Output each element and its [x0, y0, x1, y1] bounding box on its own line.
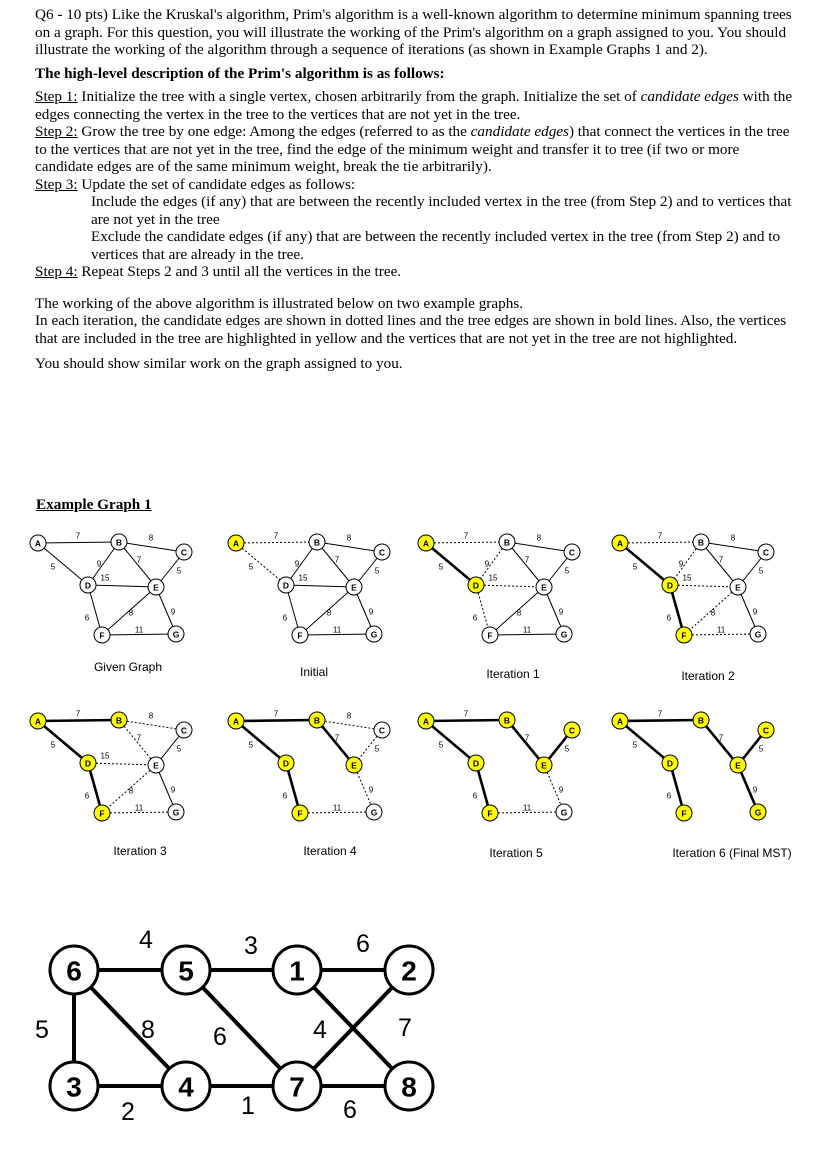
step-2-text-b: ) that connect the vertices in the tree to the vertices that are not yet in the tree, find the edge of the minimum weight and transfer it to tree (if two or more candidate edges are of the same minimum weight, break the tie arbitrarily).: [35, 123, 790, 175]
edge-weight-label: 8: [148, 711, 154, 721]
vertex-label: C: [180, 725, 188, 736]
edge-weight-label: 8: [326, 608, 332, 618]
assigned-edge-weight: 6: [343, 1096, 357, 1124]
step-1-label: Step 1:: [35, 88, 78, 105]
vertex-label: C: [378, 547, 386, 558]
vertex-label: B: [503, 537, 511, 548]
edge-weight-label: 7: [273, 709, 279, 719]
vertex-label: G: [560, 629, 568, 640]
vertex-label: A: [34, 716, 42, 727]
edge-weight-label: 11: [716, 625, 726, 635]
vertex-label: A: [232, 716, 240, 727]
vertex-label: G: [172, 629, 180, 640]
edge-weight-label: 8: [346, 711, 352, 721]
vertex-label: C: [180, 547, 188, 558]
vertex-label: F: [681, 808, 687, 819]
edge-weight-label: 7: [75, 531, 81, 541]
edge-weight-label: 7: [657, 709, 663, 719]
graph-edge: [507, 542, 572, 552]
edge-weight-label: 6: [472, 613, 478, 623]
edge-weight-label: 8: [128, 786, 134, 796]
graph-edge: [620, 543, 670, 585]
paragraph-3: You should show similar work on the graph assigned to you.: [35, 355, 403, 372]
step-1-italic: candidate edges: [640, 88, 739, 105]
edge-weight-label: 7: [524, 733, 530, 743]
graph-edge: [507, 542, 544, 587]
edge-weight-label: 9: [558, 607, 564, 617]
assigned-edge-weight: 6: [356, 930, 370, 958]
vertex-label: E: [153, 582, 159, 593]
edge-weight-label: 5: [438, 562, 444, 572]
edge-weight-label: 5: [50, 562, 56, 572]
vertex-label: E: [541, 760, 547, 771]
assigned-node-label: 8: [401, 1071, 417, 1103]
edge-weight-label: 15: [100, 573, 110, 583]
edge-weight-label: 9: [170, 607, 176, 617]
graph-edge: [119, 720, 184, 730]
edge-weight-label: 15: [298, 573, 308, 583]
edge-weight-label: 7: [718, 555, 724, 565]
panel-caption: Iteration 2: [681, 669, 735, 683]
edge-weight-label: 7: [657, 531, 663, 541]
edge-weight-label: 9: [294, 559, 300, 569]
edge-weight-label: 8: [346, 533, 352, 543]
graph-edge: [507, 720, 544, 765]
graph-edge: [701, 542, 738, 587]
vertex-label: F: [99, 808, 105, 819]
vertex-label: D: [282, 580, 290, 591]
paragraph-1: Q6 - 10 pts) Like the Kruskal's algorithm, Prim's algorithm is a well-known algorithm to determine minimum spanning trees on a graph. For this question, you will illustrate the working of the Prim's algorithm on a graph assigned to you. You should illustrate the working of the algorithm through a sequence of iterations (as shown in Example Graphs 1 and 2).: [35, 6, 792, 58]
vertex-label: E: [735, 582, 741, 593]
panel-caption: Iteration 6 (Final MST): [672, 846, 792, 860]
panel-caption: Iteration 5: [489, 846, 543, 860]
example-panel: [418, 710, 580, 861]
example-panel: [418, 532, 580, 682]
edge-weight-label: 6: [666, 791, 672, 801]
vertex-label: B: [697, 537, 705, 548]
edge-weight-label: 9: [752, 607, 758, 617]
graph-edge: [119, 542, 184, 552]
edge-weight-label: 5: [564, 566, 570, 576]
edge-weight-label: 6: [282, 791, 288, 801]
edge-weight-label: 8: [536, 533, 542, 543]
step-2-italic: candidate edges: [470, 123, 569, 140]
edge-weight-label: 7: [75, 709, 81, 719]
vertex-label: C: [762, 547, 770, 558]
edge-weight-label: 15: [682, 573, 692, 583]
vertex-label: D: [84, 580, 92, 591]
edge-weight-label: 9: [368, 785, 374, 795]
edge-weight-label: 7: [334, 733, 340, 743]
step-2-text-a: Grow the tree by one edge: Among the edges (referred to as the: [77, 123, 471, 140]
edge-weight-label: 9: [752, 785, 758, 795]
graph-edge: [38, 721, 88, 763]
graph-edge: [670, 585, 738, 587]
edge-weight-label: 5: [50, 740, 56, 750]
step-3-include: Include the edges (if any) that are between the recently included vertex in the tree (from Step 2) and to vertices that are not yet in the tree: [91, 193, 792, 228]
edge-weight-label: 11: [522, 803, 532, 813]
edge-weight-label: 5: [248, 562, 254, 572]
step-1-text-a: Initialize the tree with a single vertex, chosen arbitrarily from the graph. Initialize the set of: [77, 88, 641, 105]
vertex-label: F: [297, 808, 303, 819]
graph-edge: [38, 542, 119, 543]
vertex-label: G: [754, 807, 762, 818]
assigned-edge-weight: 2: [121, 1098, 135, 1126]
step-3-text: Update the set of candidate edges as follows:: [77, 175, 356, 193]
edge-weight-label: 8: [730, 533, 736, 543]
panel-caption: Given Graph: [93, 660, 163, 674]
edge-weight-label: 9: [170, 785, 176, 795]
paragraph-2-rest: In each iteration, the candidate edges are shown in dotted lines and the tree edges are shown in bold lines. Also, the vertices that are included in the tree are highlighted in yellow and the vertices that are not yet in the tree are not highlighted.: [35, 312, 787, 347]
edge-weight-label: 5: [758, 566, 764, 576]
edge-weight-label: 5: [374, 566, 380, 576]
edge-weight-label: 6: [84, 791, 90, 801]
edge-weight-label: 6: [282, 613, 288, 623]
graph-edge: [701, 720, 738, 765]
graph-edge: [38, 543, 88, 585]
vertex-label: A: [34, 538, 42, 549]
graph-edge: [119, 542, 156, 587]
vertex-label: C: [568, 725, 576, 736]
vertex-label: G: [560, 807, 568, 818]
graph-edge: [236, 543, 286, 585]
vertex-label: C: [762, 725, 770, 736]
graph-edge: [620, 542, 701, 543]
assigned-edge-weight: 1: [241, 1092, 255, 1120]
vertex-label: D: [666, 758, 674, 769]
vertex-label: E: [153, 760, 159, 771]
vertex-label: D: [472, 580, 480, 591]
graph-edge: [620, 720, 701, 721]
graph-edge: [88, 585, 156, 587]
edge-weight-label: 6: [666, 613, 672, 623]
vertex-label: F: [487, 808, 493, 819]
vertex-label: E: [541, 582, 547, 593]
panel-caption: Iteration 4: [303, 844, 357, 858]
vertex-label: F: [99, 630, 105, 641]
graph-edge: [426, 542, 507, 543]
edge-weight-label: 11: [522, 625, 532, 635]
vertex-label: C: [568, 547, 576, 558]
vertex-label: B: [115, 537, 123, 548]
example-panel: [612, 532, 774, 684]
assigned-node-label: 6: [66, 955, 82, 987]
assigned-edge-weight: 8: [141, 1016, 155, 1044]
vertex-label: B: [313, 537, 321, 548]
graph-edge: [317, 542, 382, 552]
edge-weight-label: 5: [564, 744, 570, 754]
edge-weight-label: 7: [334, 555, 340, 565]
assigned-node-label: 2: [401, 955, 417, 987]
vertex-label: A: [232, 538, 240, 549]
step-4-text: Repeat Steps 2 and 3 until all the vertices in the tree.: [77, 263, 402, 280]
edge-weight-label: 5: [632, 562, 638, 572]
vertex-label: D: [472, 758, 480, 769]
example-panel: [30, 710, 192, 859]
assigned-edge-weight: 4: [139, 926, 153, 954]
vertex-label: D: [666, 580, 674, 591]
step-3-exclude: Exclude the candidate edges (if any) that are between the recently included vertex in the tree (from Step 2) and to vertices that are already in the tree.: [91, 228, 781, 263]
graph-edge: [317, 720, 382, 730]
edge-weight-label: 11: [134, 803, 144, 813]
edge-weight-label: 7: [463, 531, 469, 541]
edge-weight-label: 6: [84, 613, 90, 623]
graph-edge: [236, 720, 317, 721]
edge-weight-label: 7: [136, 555, 142, 565]
edge-weight-label: 11: [134, 625, 144, 635]
vertex-label: F: [681, 630, 687, 641]
edge-weight-label: 7: [524, 555, 530, 565]
graph-edge: [317, 720, 354, 765]
graph-edge: [88, 763, 156, 765]
vertex-label: A: [422, 538, 430, 549]
example-panel: [30, 532, 192, 675]
edge-weight-label: 9: [678, 559, 684, 569]
graph-edge: [426, 543, 476, 585]
vertex-label: F: [487, 630, 493, 641]
edge-weight-label: 7: [273, 531, 279, 541]
vertex-label: B: [503, 715, 511, 726]
step-1-text-b: with the edges connecting the vertex in the tree to the vertices that are not yet in the tree.: [35, 88, 793, 123]
edge-weight-label: 11: [332, 625, 342, 635]
edge-weight-label: 15: [488, 573, 498, 583]
edge-weight-label: 9: [484, 559, 490, 569]
edge-weight-label: 8: [148, 533, 154, 543]
edge-weight-label: 9: [558, 785, 564, 795]
step-3-label: Step 3:: [35, 175, 78, 193]
assigned-node-label: 3: [66, 1071, 82, 1103]
graph-edge: [236, 542, 317, 543]
vertex-label: E: [351, 760, 357, 771]
step-2-label: Step 2:: [35, 123, 78, 140]
edge-weight-label: 8: [128, 608, 134, 618]
edge-weight-label: 7: [718, 733, 724, 743]
edge-weight-label: 5: [438, 740, 444, 750]
graph-edge: [701, 542, 766, 552]
graph-edge: [426, 721, 476, 763]
graph-edge: [426, 720, 507, 721]
vertex-label: D: [84, 758, 92, 769]
graph-edge: [38, 720, 119, 721]
vertex-label: B: [313, 715, 321, 726]
graph-edge: [476, 585, 544, 587]
assigned-edge-weight: 4: [313, 1016, 327, 1044]
graph-edge: [317, 542, 354, 587]
panel-caption: Iteration 1: [486, 667, 540, 681]
edge-weight-label: 9: [96, 559, 102, 569]
panel-caption: Initial: [299, 665, 329, 679]
vertex-label: G: [370, 807, 378, 818]
vertex-label: C: [378, 725, 386, 736]
edge-weight-label: 5: [176, 744, 182, 754]
edge-weight-label: 7: [463, 709, 469, 719]
graph-edge: [620, 721, 670, 763]
vertex-label: E: [735, 760, 741, 771]
assigned-graph: [35, 926, 433, 1126]
example-panel: [612, 710, 792, 861]
step-4-label: Step 4:: [35, 263, 78, 280]
vertex-label: G: [370, 629, 378, 640]
edge-weight-label: 15: [100, 751, 110, 761]
vertex-label: D: [282, 758, 290, 769]
assigned-edge-weight: 5: [35, 1016, 49, 1044]
assigned-edge-weight: 7: [398, 1014, 412, 1042]
example-panel: [228, 532, 390, 680]
vertex-label: G: [754, 629, 762, 640]
prim-heading: The high-level description of the Prim's algorithm is as follows:: [35, 64, 445, 82]
edge-weight-label: 7: [136, 733, 142, 743]
edge-weight-label: 8: [710, 608, 716, 618]
assigned-node-label: 7: [289, 1071, 305, 1103]
assigned-node-label: 5: [178, 955, 194, 987]
graph-edge: [286, 585, 354, 587]
example-panel: [228, 710, 390, 859]
edge-weight-label: 5: [374, 744, 380, 754]
vertex-label: A: [422, 716, 430, 727]
vertex-label: A: [616, 716, 624, 727]
edge-weight-label: 5: [632, 740, 638, 750]
vertex-label: B: [115, 715, 123, 726]
assigned-node-label: 4: [178, 1071, 194, 1103]
edge-weight-label: 5: [248, 740, 254, 750]
vertex-label: F: [297, 630, 303, 641]
vertex-label: G: [172, 807, 180, 818]
edge-weight-label: 9: [368, 607, 374, 617]
graph-edge: [119, 720, 156, 765]
edge-weight-label: 5: [758, 744, 764, 754]
example-graph-title: Example Graph 1: [36, 496, 152, 513]
edge-weight-label: 11: [332, 803, 342, 813]
edge-weight-label: 6: [472, 791, 478, 801]
panel-caption: Iteration 3: [113, 844, 167, 858]
vertex-label: A: [616, 538, 624, 549]
edge-weight-label: 8: [516, 608, 522, 618]
assigned-edge-weight: 3: [244, 932, 258, 960]
vertex-label: E: [351, 582, 357, 593]
edge-weight-label: 5: [176, 566, 182, 576]
assigned-edge-weight: 6: [213, 1023, 227, 1051]
assigned-node-label: 1: [289, 955, 305, 987]
paragraph-2-line-1: The working of the above algorithm is illustrated below on two example graphs.: [35, 294, 523, 312]
vertex-label: B: [697, 715, 705, 726]
graph-edge: [236, 721, 286, 763]
